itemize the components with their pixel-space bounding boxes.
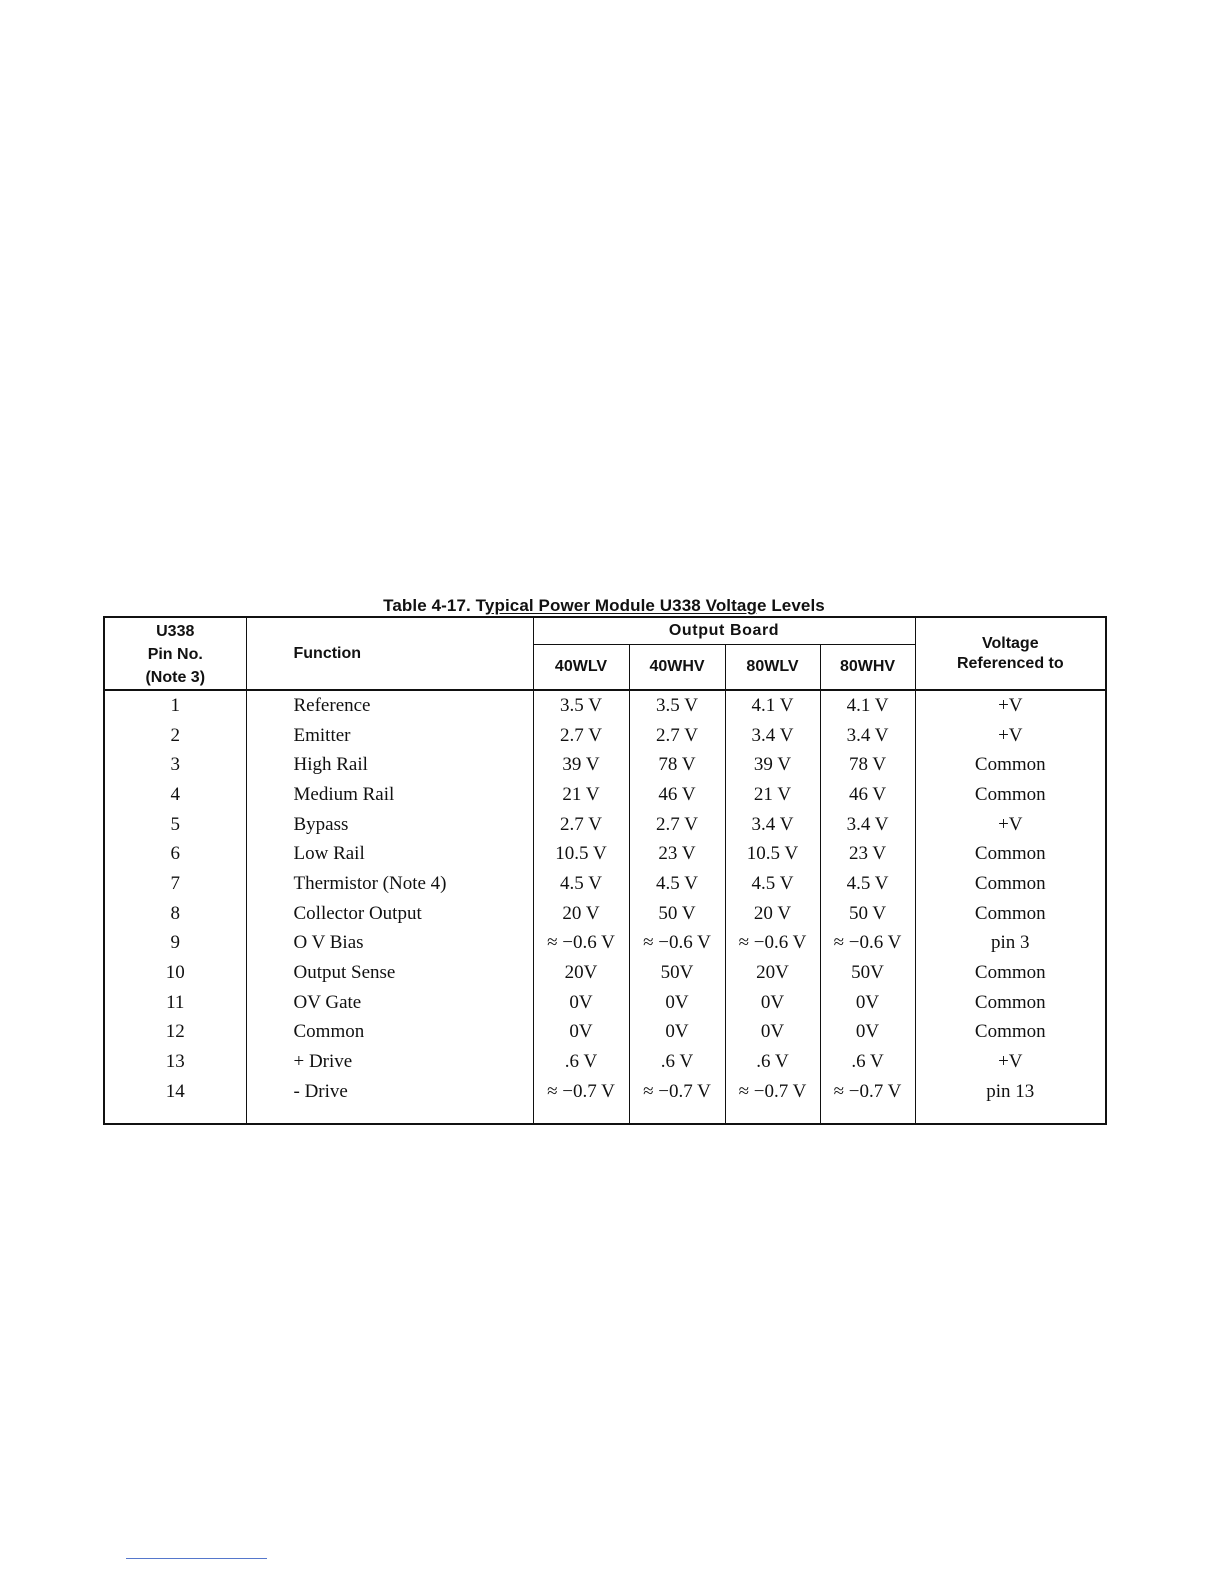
value-40wlv-cell: 0V — [533, 988, 629, 1018]
value-40wlv-cell: ≈ −0.6 V — [533, 929, 629, 959]
value-80whv-cell: ≈ −0.6 V — [820, 929, 915, 959]
table-row — [104, 929, 1106, 959]
header-voltage-referenced — [915, 617, 1106, 690]
value-40whv-cell: 0V — [629, 1018, 725, 1048]
reference-cell: Common — [915, 899, 1106, 929]
value-80whv-cell: 4.5 V — [820, 869, 915, 899]
table-title — [103, 596, 1105, 616]
value-40whv-cell: ≈ −0.7 V — [629, 1077, 725, 1107]
value-80wlv-cell: 3.4 V — [725, 810, 820, 840]
value-40whv-cell: 50V — [629, 958, 725, 988]
value-80whv-cell: 4.1 V — [820, 690, 915, 721]
table-row — [104, 750, 1106, 780]
value-40whv-cell: 0V — [629, 988, 725, 1018]
value-80wlv-cell: ≈ −0.6 V — [725, 929, 820, 959]
value-40wlv-cell: ≈ −0.7 V — [533, 1077, 629, 1107]
function-cell: High Rail — [246, 750, 533, 780]
header-function: Function — [246, 617, 533, 690]
pin-cell: 14 — [104, 1077, 246, 1107]
pin-cell: 9 — [104, 929, 246, 959]
value-40whv-cell: 4.5 V — [629, 869, 725, 899]
padding-cell — [104, 1107, 246, 1124]
table-row — [104, 899, 1106, 929]
pin-cell: 2 — [104, 721, 246, 751]
value-40wlv-cell: 3.5 V — [533, 690, 629, 721]
reference-cell: pin 13 — [915, 1077, 1106, 1107]
function-cell: Thermistor (Note 4) — [246, 869, 533, 899]
reference-cell: +V — [915, 1047, 1106, 1077]
value-80wlv-cell: 20 V — [725, 899, 820, 929]
table-header — [104, 617, 1106, 690]
value-40wlv-cell: 2.7 V — [533, 810, 629, 840]
padding-cell — [820, 1107, 915, 1124]
footnote-divider — [126, 1558, 267, 1559]
value-80whv-cell: 23 V — [820, 839, 915, 869]
pin-cell: 6 — [104, 839, 246, 869]
value-80whv-cell: 3.4 V — [820, 721, 915, 751]
value-80wlv-cell: 4.5 V — [725, 869, 820, 899]
value-80wlv-cell: 4.1 V — [725, 690, 820, 721]
value-40wlv-cell: 20V — [533, 958, 629, 988]
pin-cell: 7 — [104, 869, 246, 899]
table-row — [104, 810, 1106, 840]
pin-cell: 10 — [104, 958, 246, 988]
value-40whv-cell: 50 V — [629, 899, 725, 929]
function-cell: Low Rail — [246, 839, 533, 869]
value-80whv-cell: 78 V — [820, 750, 915, 780]
value-40whv-cell: 2.7 V — [629, 721, 725, 751]
value-40wlv-cell: 39 V — [533, 750, 629, 780]
pin-cell: 3 — [104, 750, 246, 780]
function-cell: Collector Output — [246, 899, 533, 929]
value-80wlv-cell: ≈ −0.7 V — [725, 1077, 820, 1107]
table-title-underlined: ypical Power Module U338 Voltag — [484, 596, 757, 615]
reference-cell: Common — [915, 750, 1106, 780]
value-40wlv-cell: 0V — [533, 1018, 629, 1048]
pin-cell: 8 — [104, 899, 246, 929]
table-row — [104, 690, 1106, 721]
value-80wlv-cell: 0V — [725, 1018, 820, 1048]
pin-cell: 1 — [104, 690, 246, 721]
value-80whv-cell: 0V — [820, 988, 915, 1018]
header-ref-line-1: Voltage — [981, 634, 1039, 652]
reference-cell: pin 3 — [915, 929, 1106, 959]
header-40wlv: 40WLV — [533, 645, 629, 690]
header-pin-line-1: U338 — [156, 623, 195, 640]
value-40whv-cell: 3.5 V — [629, 690, 725, 721]
value-80wlv-cell: .6 V — [725, 1047, 820, 1077]
value-80whv-cell: 50V — [820, 958, 915, 988]
function-cell: Output Sense — [246, 958, 533, 988]
table-row — [104, 958, 1106, 988]
value-80whv-cell: 0V — [820, 1018, 915, 1048]
value-80whv-cell: 50 V — [820, 899, 915, 929]
value-80whv-cell: .6 V — [820, 1047, 915, 1077]
value-80whv-cell: ≈ −0.7 V — [820, 1077, 915, 1107]
value-40whv-cell: 78 V — [629, 750, 725, 780]
reference-cell: Common — [915, 869, 1106, 899]
value-80wlv-cell: 3.4 V — [725, 721, 820, 751]
padding-cell — [915, 1107, 1106, 1124]
value-40wlv-cell: 2.7 V — [533, 721, 629, 751]
pin-cell: 13 — [104, 1047, 246, 1077]
table-row — [104, 869, 1106, 899]
header-80whv: 80WHV — [820, 645, 915, 690]
padding-cell — [533, 1107, 629, 1124]
value-80wlv-cell: 20V — [725, 958, 820, 988]
function-cell: OV Gate — [246, 988, 533, 1018]
table-padding-row — [104, 1107, 1106, 1124]
reference-cell: Common — [915, 780, 1106, 810]
header-pin-line-2: Pin No. — [147, 646, 203, 663]
value-40whv-cell: ≈ −0.6 V — [629, 929, 725, 959]
table-row — [104, 839, 1106, 869]
reference-cell: Common — [915, 958, 1106, 988]
value-80whv-cell: 3.4 V — [820, 810, 915, 840]
header-ref-line-2: Referenced to — [956, 654, 1064, 672]
header-pin-line-3: (Note 3) — [145, 669, 206, 686]
reference-cell: Common — [915, 839, 1106, 869]
table-row — [104, 721, 1106, 751]
reference-cell: +V — [915, 810, 1106, 840]
reference-cell: +V — [915, 690, 1106, 721]
pin-cell: 12 — [104, 1018, 246, 1048]
function-cell: + Drive — [246, 1047, 533, 1077]
value-40whv-cell: 46 V — [629, 780, 725, 810]
value-40whv-cell: 2.7 V — [629, 810, 725, 840]
function-cell: - Drive — [246, 1077, 533, 1107]
function-cell: Emitter — [246, 721, 533, 751]
header-pin-no — [104, 617, 246, 690]
table-row — [104, 988, 1106, 1018]
reference-cell: Common — [915, 988, 1106, 1018]
value-40wlv-cell: .6 V — [533, 1047, 629, 1077]
padding-cell — [725, 1107, 820, 1124]
header-output-board: Output Board — [533, 617, 915, 645]
pin-cell: 5 — [104, 810, 246, 840]
padding-cell — [629, 1107, 725, 1124]
table-title-tail: e Levels — [756, 596, 825, 615]
reference-cell: Common — [915, 1018, 1106, 1048]
value-80wlv-cell: 39 V — [725, 750, 820, 780]
table-title-lead: Table 4-17. T — [383, 596, 485, 615]
value-80wlv-cell: 21 V — [725, 780, 820, 810]
function-cell: Bypass — [246, 810, 533, 840]
value-40whv-cell: 23 V — [629, 839, 725, 869]
header-80wlv: 80WLV — [725, 645, 820, 690]
table-row — [104, 1018, 1106, 1048]
function-cell: Medium Rail — [246, 780, 533, 810]
function-cell: O V Bias — [246, 929, 533, 959]
function-cell: Common — [246, 1018, 533, 1048]
value-80wlv-cell: 0V — [725, 988, 820, 1018]
value-40whv-cell: .6 V — [629, 1047, 725, 1077]
table-row — [104, 1077, 1106, 1107]
table-body — [104, 690, 1106, 1124]
pin-cell: 4 — [104, 780, 246, 810]
value-40wlv-cell: 21 V — [533, 780, 629, 810]
value-80wlv-cell: 10.5 V — [725, 839, 820, 869]
header-40whv: 40WHV — [629, 645, 725, 690]
pin-cell: 11 — [104, 988, 246, 1018]
value-40wlv-cell: 20 V — [533, 899, 629, 929]
function-cell: Reference — [246, 690, 533, 721]
table-row — [104, 1047, 1106, 1077]
reference-cell: +V — [915, 721, 1106, 751]
table-row — [104, 780, 1106, 810]
value-80whv-cell: 46 V — [820, 780, 915, 810]
value-40wlv-cell: 4.5 V — [533, 869, 629, 899]
voltage-levels-table — [103, 616, 1107, 1125]
value-40wlv-cell: 10.5 V — [533, 839, 629, 869]
padding-cell — [246, 1107, 533, 1124]
